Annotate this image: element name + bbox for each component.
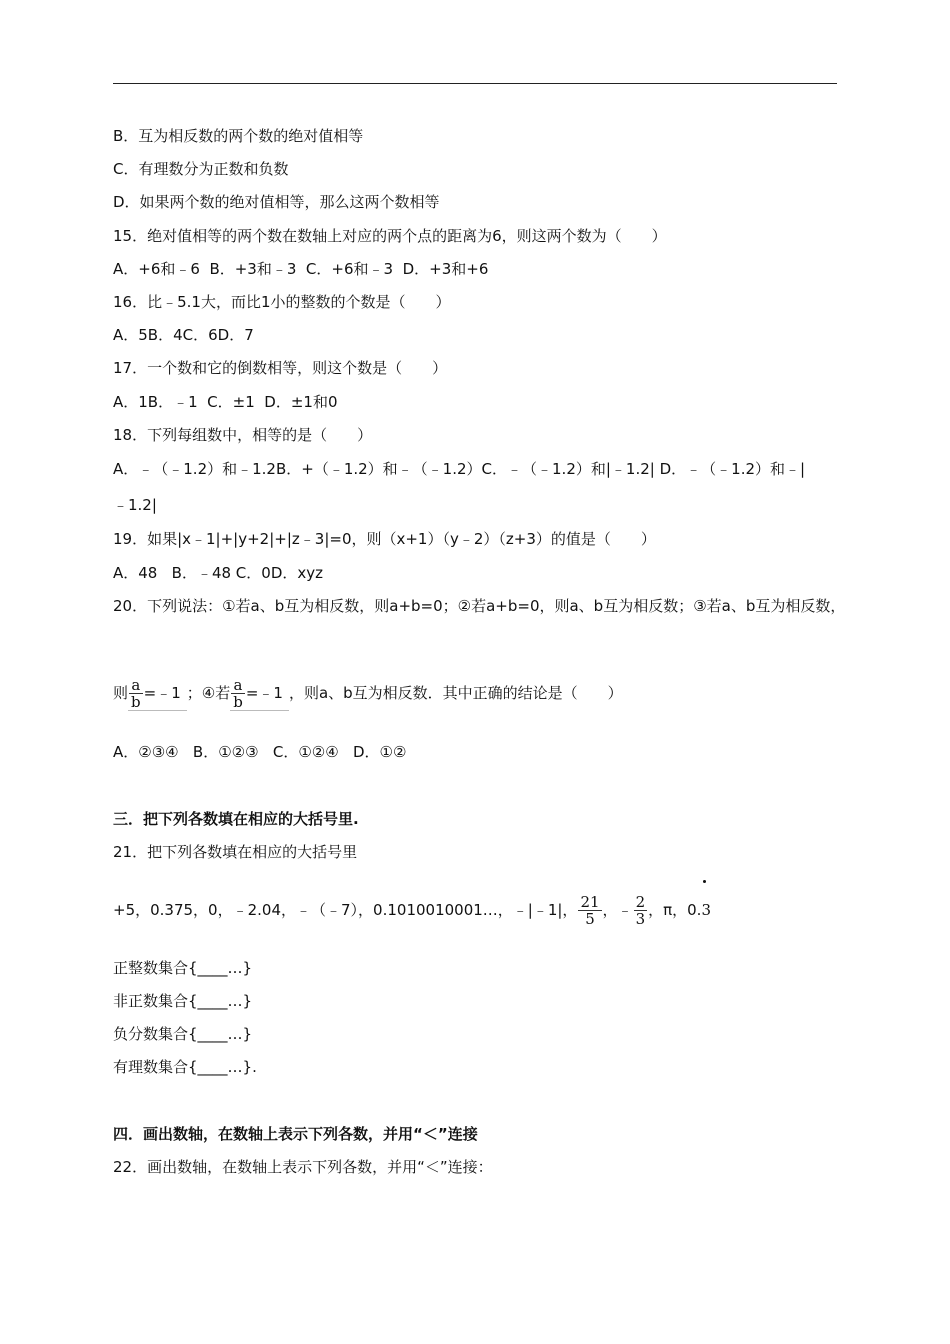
set-non-positive: 非正数集合{____…} [113,992,253,1010]
text-ze: 则 [113,684,129,702]
question-18: 18．下列每组数中，相等的是（ ） [113,426,373,444]
question-21-numbers [113,890,711,930]
set-rationals: 有理数集合{____…}. [113,1058,257,1076]
question-20-cont [113,676,623,711]
fraction-numerator: 21 [580,893,600,911]
question-16-options: A．5B．4C．6D．7 [113,326,254,344]
section-4-heading: 四．画出数轴，在数轴上表示下列各数，并用“＜”连接 [113,1125,478,1143]
numbers-list: +5，0.375，0，﹣2.04，﹣（﹣7），0.1010010001…，﹣|﹣1|， [113,901,578,919]
fraction-denominator: b [131,692,141,711]
fraction-rhs: =﹣1 [245,684,283,702]
question-18-options: A．﹣（﹣1.2）和﹣1.2B．+（﹣1.2）和﹣（﹣1.2）C．﹣（﹣1.2）和|﹣1.2| D．﹣（﹣1.2）和﹣| [113,460,806,478]
set-positive-integers: 正整数集合{____…} [113,959,253,977]
set-negative-fractions: 负分数集合{____…} [113,1025,253,1043]
question-17-options: A．1B．﹣1 C．±1 D．±1和0 [113,393,338,411]
numbers-tail: ，π，0. [648,901,702,919]
question-19: 19．如果|x﹣1|+|y+2|+|z﹣3|=0，则（x+1）（y﹣2）（z+3）的值是（ ） [113,530,656,548]
option-c-line: C．有理数分为正数和负数 [113,160,289,178]
option-b-line: B．互为相反数的两个数的绝对值相等 [113,127,364,145]
question-20: 20．下列说法：①若a、b互为相反数，则a+b=0；②若a+b=0，则a、b互为相反数；③若a、b互为相反数， [113,597,846,615]
question-19-options: A．48 B．﹣48 C．0D．xyz [113,564,323,582]
fraction-numerator: 2 [635,893,646,911]
fraction-numerator: a [231,677,245,694]
text-conclusion: ，则a、b互为相反数．其中正确的结论是（ ） [288,684,623,702]
header-rule [113,83,837,84]
fraction-a-over-b-1 [128,676,187,711]
fraction-denominator: 5 [585,910,595,928]
question-21: 21．把下列各数填在相应的大括号里 [113,843,358,861]
question-18-options-cont: ﹣1.2| [113,496,157,514]
repeating-digit: 3 [701,890,711,930]
question-15-options: A．+6和﹣6 B．+3和﹣3 C．+6和﹣3 D．+3和+6 [113,260,489,278]
question-17: 17．一个数和它的倒数相等，则这个数是（ ） [113,359,448,377]
option-d-line: D．如果两个数的绝对值相等，那么这两个数相等 [113,193,440,211]
fraction-denominator: 3 [635,910,646,928]
fraction-a-over-b-2 [230,676,289,711]
question-22: 22．画出数轴，在数轴上表示下列各数，并用“＜”连接： [113,1158,493,1176]
question-20-options: A．②③④ B．①②③ C．①②④ D．①② [113,743,407,761]
fraction-numerator: a [129,677,143,694]
fraction-2-over-3 [634,894,648,927]
fraction-rhs: =﹣1 [143,684,181,702]
text-statement-4: ；④若 [186,684,231,702]
separator: ，﹣ [602,901,633,919]
fraction-denominator: b [233,692,243,711]
question-15: 15．绝对值相等的两个数在数轴上对应的两个点的距离为6，则这两个数为（ ） [113,227,667,245]
section-3-heading: 三．把下列各数填在相应的大括号里. [113,810,359,828]
question-16: 16．比﹣5.1大，而比1小的整数的个数是（ ） [113,293,451,311]
fraction-21-over-5 [578,894,601,927]
